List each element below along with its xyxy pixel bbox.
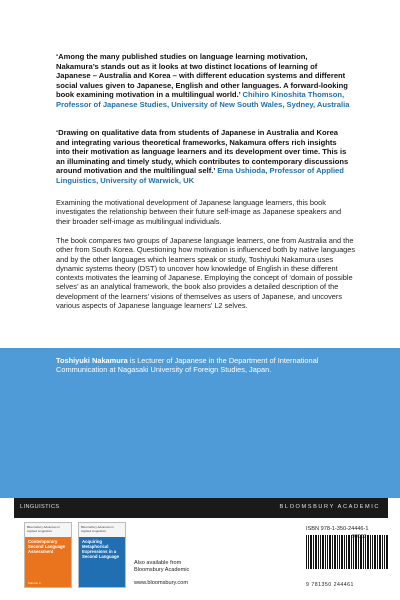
related-book-cover-2 bbox=[78, 522, 126, 588]
publisher-imprint: BLOOMSBURY ACADEMIC bbox=[279, 504, 380, 510]
book-2-title: Acquiring Metaphorical Expressions in a Second Language bbox=[82, 539, 120, 559]
related-book-cover-1 bbox=[24, 522, 72, 588]
book-1-title: Contemporary Second Language Assessment bbox=[28, 539, 66, 554]
quote-1-attribution: Chihiro Kinoshita Thomson, Professor of Japanese Studies, University of New South Wales, Sydney, Australia bbox=[56, 90, 350, 109]
quote-1-text: ‘Among the many published studies on language learning motivation, Nakamura’s stands out as it looks at two distinct locations of learning of Japanese – Australia and Korea – with different education systems and different social values given to Japanese, English and other languages. A forward-looking book examining motivation in a multilingual world.’ bbox=[56, 52, 348, 100]
author-bio-text: is Lecturer of Japanese in the Department of International Communication at Nagasaki University of Foreign Studies, Japan. bbox=[56, 356, 319, 375]
isbn-label: ISBN 978-1-350-24446-1 bbox=[306, 526, 369, 532]
book-1-volume: Volume 4 bbox=[28, 581, 41, 585]
price-code: 90000 bbox=[352, 534, 367, 540]
series-bar bbox=[14, 498, 388, 518]
description-paragraph-1: Examining the motivational development of Japanese language learners, this book investigates the relationship between their future self-image as Japanese speakers and their broader self-image as multilingual individuals. bbox=[56, 198, 342, 226]
also-available-line-1: Also available from bbox=[134, 560, 182, 566]
publisher-url: www.bloomsbury.com bbox=[134, 580, 188, 587]
series-label: LINGUISTICS bbox=[20, 504, 60, 510]
book-2-series-header: Bloomsbury Advances in Applied Linguistics bbox=[79, 523, 125, 537]
also-available-text bbox=[134, 560, 189, 588]
endorsement-quote-1 bbox=[56, 52, 352, 110]
description-paragraph-2: The book compares two groups of Japanese language learners, one from Australia and the other from South Korea. Questioning how motivation is influenced both by native languages and by the other languages which learners speak or study, Toshiyuki Nakamura uses dynamic systems theory (DST) to uncover how knowledge of English in these different contexts motivates the learning of Japanese. Employing the concept of ‘domain of possible selves’ as an analytical framework, the book also provides a detailed description of the development of the learners’ visions of themselves as users of Japanese, and uncovers various aspects of Japanese language learners’ L2 selves. bbox=[56, 236, 356, 311]
quote-2-attribution: Ema Ushioda, Professor of Applied Linguistics, University of Warwick, UK bbox=[56, 166, 344, 185]
quote-2-text: ‘Drawing on qualitative data from students of Japanese in Australia and Korea and integrating various theoretical frameworks, Nakamura offers rich insights into their motivation as language learners and its development over time. This is an illuminating and timely study, which contributes to contemporary discussions around motivation and the multilingual self.’ bbox=[56, 128, 349, 176]
barcode-icon bbox=[306, 535, 388, 575]
endorsement-quote-2 bbox=[56, 128, 352, 186]
book-1-series-header: Bloomsbury Advances in Applied Linguistics bbox=[25, 523, 71, 537]
isbn-block bbox=[306, 526, 388, 588]
barcode-number: 9 781350 244461 bbox=[306, 582, 354, 588]
also-available-line-2: Bloomsbury Academic bbox=[134, 567, 190, 574]
author-bio bbox=[56, 356, 358, 375]
author-name: Toshiyuki Nakamura bbox=[56, 356, 128, 365]
